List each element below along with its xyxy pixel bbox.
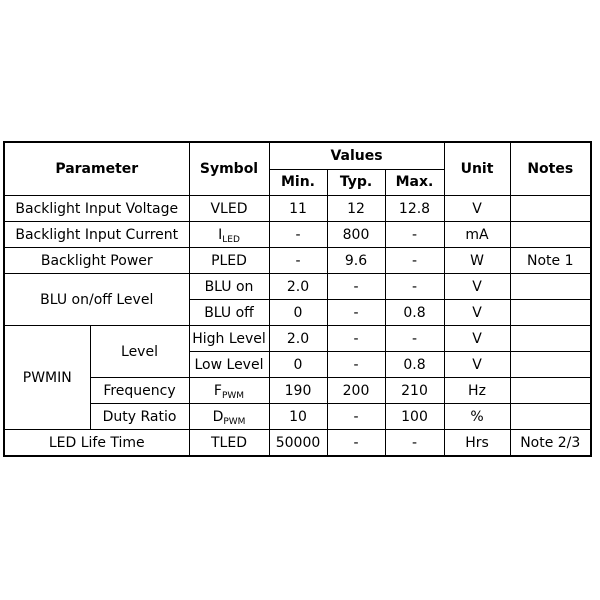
symbol-cell: BLU on bbox=[189, 274, 269, 300]
table-row bbox=[4, 222, 591, 248]
min-cell: 50000 bbox=[269, 430, 327, 457]
unit-cell: % bbox=[444, 404, 510, 430]
notes-cell bbox=[510, 326, 591, 352]
max-cell: 210 bbox=[385, 378, 444, 404]
notes-cell bbox=[510, 274, 591, 300]
min-cell: 2.0 bbox=[269, 326, 327, 352]
param-cell: Backlight Power bbox=[4, 248, 189, 274]
symbol-cell: PLED bbox=[189, 248, 269, 274]
notes-cell bbox=[510, 300, 591, 326]
max-cell: - bbox=[385, 248, 444, 274]
max-cell: 0.8 bbox=[385, 352, 444, 378]
notes-cell bbox=[510, 196, 591, 222]
notes-cell: Note 1 bbox=[510, 248, 591, 274]
table-row bbox=[4, 196, 591, 222]
spec-table-container bbox=[3, 141, 592, 457]
unit-cell: Hz bbox=[444, 378, 510, 404]
symbol-cell: Low Level bbox=[189, 352, 269, 378]
typ-cell: - bbox=[327, 352, 385, 378]
header-symbol: Symbol bbox=[189, 142, 269, 196]
symbol-cell bbox=[189, 378, 269, 404]
param-cell: PWMIN bbox=[4, 326, 90, 430]
header-values: Values bbox=[269, 142, 444, 169]
notes-cell bbox=[510, 352, 591, 378]
param-cell: Backlight Input Voltage bbox=[4, 196, 189, 222]
symbol-sub: LED bbox=[222, 234, 240, 245]
header-typ: Typ. bbox=[327, 169, 385, 196]
unit-cell: V bbox=[444, 326, 510, 352]
table-row bbox=[4, 378, 591, 404]
unit-cell: Hrs bbox=[444, 430, 510, 457]
subparam-cell: Frequency bbox=[90, 378, 189, 404]
min-cell: 2.0 bbox=[269, 274, 327, 300]
header-unit: Unit bbox=[444, 142, 510, 196]
header-min: Min. bbox=[269, 169, 327, 196]
max-cell: - bbox=[385, 430, 444, 457]
min-cell: 0 bbox=[269, 300, 327, 326]
notes-cell: Note 2/3 bbox=[510, 430, 591, 457]
symbol-cell bbox=[189, 404, 269, 430]
symbol-cell: BLU off bbox=[189, 300, 269, 326]
typ-cell: - bbox=[327, 430, 385, 457]
unit-cell: W bbox=[444, 248, 510, 274]
table-row bbox=[4, 326, 591, 352]
table-row bbox=[4, 430, 591, 457]
max-cell: - bbox=[385, 274, 444, 300]
subparam-cell: Duty Ratio bbox=[90, 404, 189, 430]
symbol-main: I bbox=[218, 226, 223, 243]
unit-cell: V bbox=[444, 300, 510, 326]
param-cell: Backlight Input Current bbox=[4, 222, 189, 248]
header-notes: Notes bbox=[510, 142, 591, 196]
symbol-cell: VLED bbox=[189, 196, 269, 222]
unit-cell: mA bbox=[444, 222, 510, 248]
typ-cell: 800 bbox=[327, 222, 385, 248]
typ-cell: - bbox=[327, 404, 385, 430]
symbol-sub: PWM bbox=[223, 416, 246, 427]
symbol-main: D bbox=[212, 408, 224, 425]
min-cell: - bbox=[269, 222, 327, 248]
unit-cell: V bbox=[444, 274, 510, 300]
max-cell: - bbox=[385, 326, 444, 352]
max-cell: 0.8 bbox=[385, 300, 444, 326]
table-row bbox=[4, 248, 591, 274]
typ-cell: - bbox=[327, 326, 385, 352]
min-cell: - bbox=[269, 248, 327, 274]
max-cell: - bbox=[385, 222, 444, 248]
param-cell: BLU on/off Level bbox=[4, 274, 189, 326]
header-max: Max. bbox=[385, 169, 444, 196]
max-cell: 12.8 bbox=[385, 196, 444, 222]
header-parameter: Parameter bbox=[4, 142, 189, 196]
symbol-main: F bbox=[213, 382, 222, 399]
header-row bbox=[4, 142, 591, 169]
typ-cell: - bbox=[327, 300, 385, 326]
typ-cell: 12 bbox=[327, 196, 385, 222]
min-cell: 11 bbox=[269, 196, 327, 222]
table-row bbox=[4, 274, 591, 300]
typ-cell: - bbox=[327, 274, 385, 300]
symbol-cell: TLED bbox=[189, 430, 269, 457]
table-row bbox=[4, 404, 591, 430]
symbol-cell: High Level bbox=[189, 326, 269, 352]
notes-cell bbox=[510, 222, 591, 248]
unit-cell: V bbox=[444, 352, 510, 378]
symbol-cell bbox=[189, 222, 269, 248]
backlight-spec-table bbox=[3, 141, 592, 457]
unit-cell: V bbox=[444, 196, 510, 222]
subparam-cell: Level bbox=[90, 326, 189, 378]
min-cell: 0 bbox=[269, 352, 327, 378]
min-cell: 190 bbox=[269, 378, 327, 404]
min-cell: 10 bbox=[269, 404, 327, 430]
notes-cell bbox=[510, 404, 591, 430]
param-cell: LED Life Time bbox=[4, 430, 189, 457]
symbol-sub: PWM bbox=[221, 390, 245, 401]
notes-cell bbox=[510, 378, 591, 404]
typ-cell: 200 bbox=[327, 378, 385, 404]
typ-cell: 9.6 bbox=[327, 248, 385, 274]
max-cell: 100 bbox=[385, 404, 444, 430]
